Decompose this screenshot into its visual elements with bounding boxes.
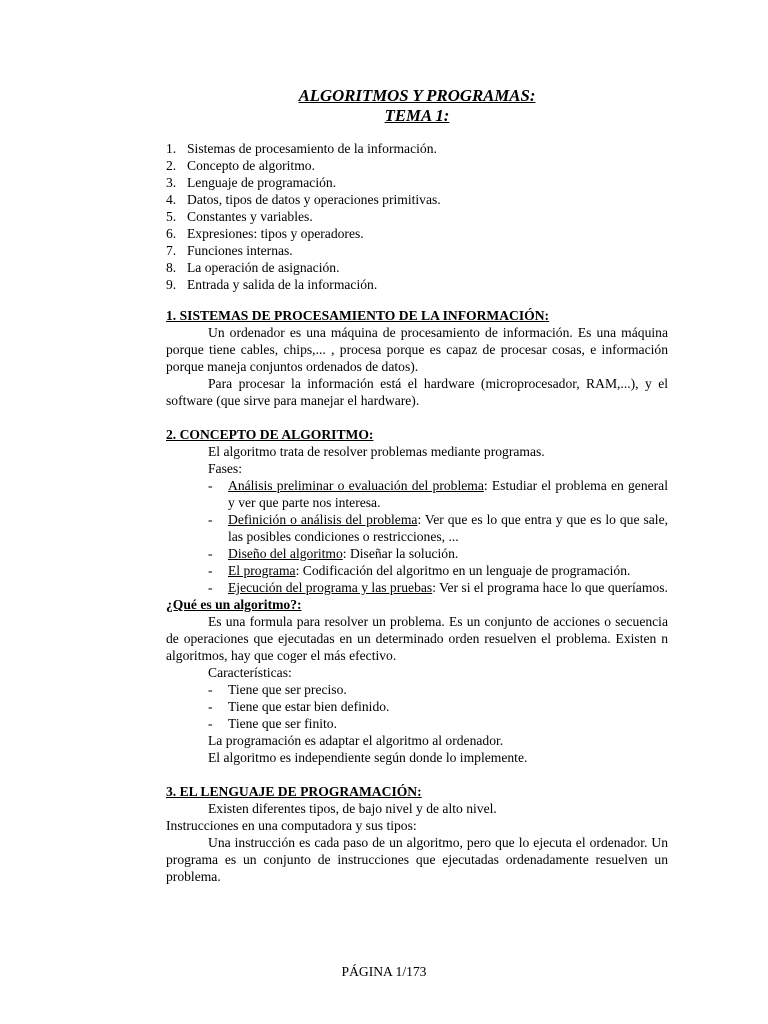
paragraph: Instrucciones en una computadora y sus tipos: [166,818,417,833]
list-item: - El programa: Codificación del algoritmo en un lenguaje de programación. [208,563,631,578]
list-item: - Tiene que ser finito. [208,716,337,731]
paragraph: La programación es adaptar el algoritmo al ordenador. [208,733,504,748]
paragraph: Características: [208,665,292,680]
document-body [166,86,668,885]
list-item: - Ejecución del programa y las pruebas: Ver si el programa hace lo que queríamos. [208,580,668,595]
toc-item: 9. Entrada y salida de la información. [166,277,378,292]
section-1-heading: 1. SISTEMAS DE PROCESAMIENTO DE LA INFORMACIÓN: [166,308,550,323]
paragraph: Un ordenador es una máquina de procesamiento de información. Es una máquina porque tiene cables, chips,... , procesa porque es capaz de procesar cosas, e información porque maneja conjuntos ordenados de datos). [166,325,668,374]
document-subtitle: TEMA 1: [384,106,450,125]
toc-item: 4. Datos, tipos de datos y operaciones primitivas. [166,192,441,207]
document-title: ALGORITMOS Y PROGRAMAS: [298,86,536,105]
paragraph: Existen diferentes tipos, de bajo nivel y de alto nivel. [208,801,497,816]
toc-item: 2. Concepto de algoritmo. [166,158,315,173]
paragraph: Una instrucción es cada paso de un algoritmo, pero que lo ejecuta el ordenador. Un programa es un conjunto de instrucciones que ejecutadas ordenadamente resuelven un problema. [166,835,668,884]
list-item: - Análisis preliminar o evaluación del problema: Estudiar el problema en general y ver que parte nos interesa. [208,478,668,510]
paragraph: Es una formula para resolver un problema. Es un conjunto de acciones o secuencia de operaciones que ejecutadas en un determinado orden resuelven el problema. Existen n algoritmos, hay que coger el más efectivo. [166,614,668,663]
paragraph: El algoritmo es independiente según donde lo implemente. [208,750,528,765]
page-number: PÁGINA 1/173 [341,964,427,979]
section-3-heading: 3. EL LENGUAJE DE PROGRAMACIÓN: [166,784,422,799]
list-item: - Tiene que estar bien definido. [208,699,390,714]
toc-item: 5. Constantes y variables. [166,209,313,224]
list-item: - Tiene que ser preciso. [208,682,347,697]
paragraph: Fases: [208,461,242,476]
subsection-heading: ¿Qué es un algoritmo?: [166,597,302,612]
toc-item: 3. Lenguaje de programación. [166,175,337,190]
toc-item: 6. Expresiones: tipos y operadores. [166,226,364,241]
toc-item: 8. La operación de asignación. [166,260,340,275]
paragraph: Para procesar la información está el hardware (microprocesador, RAM,...), y el software (que sirve para manejar el hardware). [166,376,668,408]
toc-item: 1. Sistemas de procesamiento de la información. [166,141,437,156]
table-of-contents [166,140,668,293]
list-item: - Definición o análisis del problema: Ver que es lo que entra y que es lo que sale, las posibles condiciones o restricciones, ... [208,512,668,544]
section-2-heading: 2. CONCEPTO DE ALGORITMO: [166,427,374,442]
paragraph: El algoritmo trata de resolver problemas mediante programas. [208,444,545,459]
toc-item: 7. Funciones internas. [166,243,293,258]
list-item: - Diseño del algoritmo: Diseñar la solución. [208,546,459,561]
